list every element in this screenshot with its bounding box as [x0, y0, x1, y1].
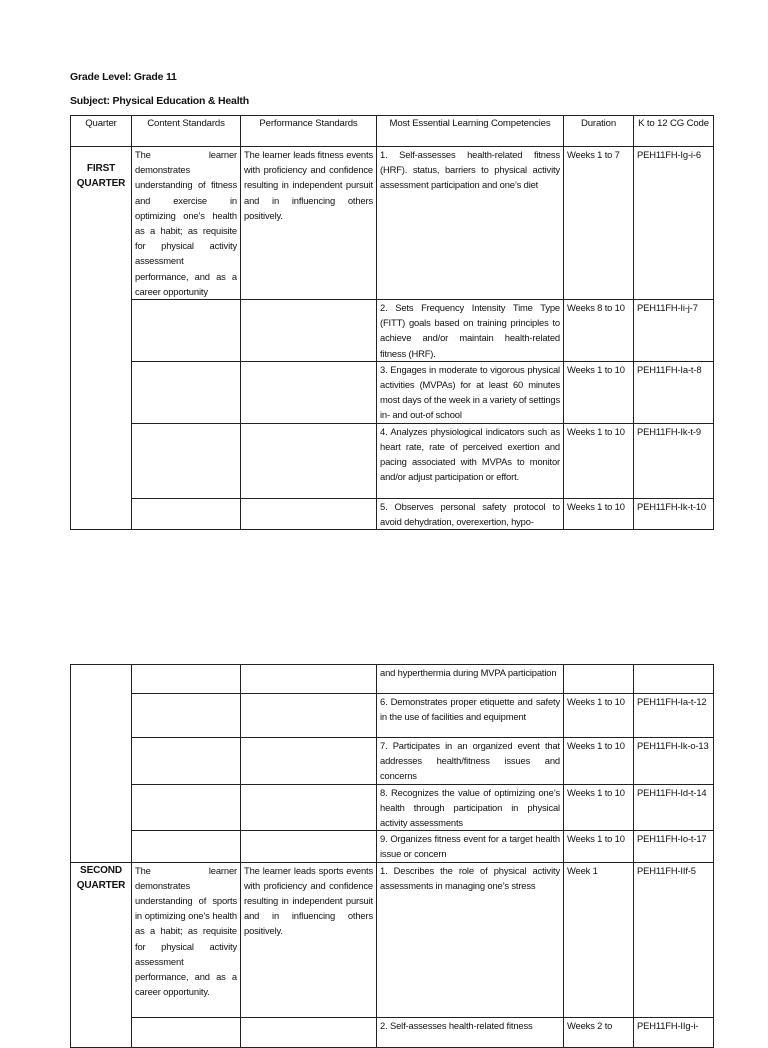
table-row — [71, 147, 714, 300]
content-standard-empty — [132, 300, 241, 362]
performance-standard-empty — [241, 1017, 377, 1047]
performance-standard-empty — [241, 784, 377, 831]
duration — [564, 665, 634, 694]
quarter-label: SECOND QUARTER — [71, 862, 132, 1047]
performance-standard-empty — [241, 361, 377, 423]
content-standard-empty — [132, 831, 241, 862]
header-performance-standards: Performance Standards — [241, 116, 377, 147]
duration: Weeks 1 to 10 — [564, 831, 634, 862]
content-standard-empty — [132, 498, 241, 529]
cg-code: PEH11FH-Ia-t-8 — [634, 361, 714, 423]
duration: Weeks 8 to 10 — [564, 300, 634, 362]
competency: 3. Engages in moderate to vigorous physical activities (MVPAs) for at least 60 minutes most days of the week in a variety of settings in- and out-of school — [377, 361, 564, 423]
subject: Subject: Physical Education & Health — [70, 95, 249, 107]
table-row — [71, 694, 714, 738]
content-standard-empty — [132, 423, 241, 498]
melc-table-page-1 — [70, 115, 714, 530]
cg-code: PEH11FH-Ik-t-9 — [634, 423, 714, 498]
header-content-standards: Content Standards — [132, 116, 241, 147]
cg-code: PEH11FH-Ig-i-6 — [634, 147, 714, 300]
content-standard-empty — [132, 1017, 241, 1047]
grade-level: Grade Level: Grade 11 — [70, 71, 177, 83]
cg-code: PEH11FH-IIf-5 — [634, 862, 714, 1017]
cg-code: PEH11FH-IIg-i- — [634, 1017, 714, 1047]
performance-standard-empty — [241, 423, 377, 498]
table-row — [71, 665, 714, 694]
content-standard-empty — [132, 738, 241, 785]
duration: Weeks 2 to — [564, 1017, 634, 1047]
header-melc: Most Essential Learning Competencies — [377, 116, 564, 147]
quarter-cell-empty — [71, 665, 132, 863]
performance-standard-empty — [241, 738, 377, 785]
competency: 7. Participates in an organized event that addresses health/fitness issues and concerns — [377, 738, 564, 785]
header-row — [71, 116, 714, 147]
table-row — [71, 423, 714, 498]
cg-code: PEH11FH-Id-t-14 — [634, 784, 714, 831]
table-row — [71, 862, 714, 1017]
cg-code: PEH11FH-Io-t-17 — [634, 831, 714, 862]
duration: Weeks 1 to 10 — [564, 694, 634, 738]
content-standard: The learner demonstrates understanding of sports in optimizing one’s health as a habit; as requisite for physical activity assessment performance, and as a career opportunity. — [132, 862, 241, 1017]
table-row — [71, 1017, 714, 1047]
table-row — [71, 361, 714, 423]
content-standard-empty — [132, 694, 241, 738]
competency: 1. Self-assesses health-related fitness (HRF). status, barriers to physical activity assessment participation and one’s diet — [377, 147, 564, 300]
duration: Weeks 1 to 7 — [564, 147, 634, 300]
performance-standard: The learner leads sports events with proficiency and confidence resulting in independent pursuit and in influencing others positively. — [241, 862, 377, 1017]
header-quarter: Quarter — [71, 116, 132, 147]
competency: 8. Recognizes the value of optimizing one’s health through participation in physical activity assessments — [377, 784, 564, 831]
performance-standard-empty — [241, 498, 377, 529]
cg-code: PEH11FH-Ik-o-13 — [634, 738, 714, 785]
table-row — [71, 831, 714, 862]
competency: 1. Describes the role of physical activity assessments in managing one’s stress — [377, 862, 564, 1017]
cg-code: PEH11FH-Ia-t-12 — [634, 694, 714, 738]
competency: 2. Self-assesses health-related fitness — [377, 1017, 564, 1047]
performance-standard-empty — [241, 831, 377, 862]
header-cg-code: K to 12 CG Code — [634, 116, 714, 147]
duration: Weeks 1 to 10 — [564, 784, 634, 831]
duration: Weeks 1 to 10 — [564, 361, 634, 423]
quarter-label: FIRST QUARTER — [71, 147, 132, 530]
content-standard-empty — [132, 665, 241, 694]
competency: 4. Analyzes physiological indicators such as heart rate, rate of perceived exertion and pacing associated with MVPAs to monitor and/or adjust participation or effort. — [377, 423, 564, 498]
duration: Weeks 1 to 10 — [564, 738, 634, 785]
table-row — [71, 784, 714, 831]
competency: 9. Organizes fitness event for a target health issue or concern — [377, 831, 564, 862]
competency: 2. Sets Frequency Intensity Time Type (FITT) goals based on training principles to achieve and/or maintain health-related fitness (HRF). — [377, 300, 564, 362]
duration: Weeks 1 to 10 — [564, 423, 634, 498]
duration: Week 1 — [564, 862, 634, 1017]
competency: 6. Demonstrates proper etiquette and safety in the use of facilities and equipment — [377, 694, 564, 738]
melc-table-page-2 — [70, 664, 714, 1048]
content-standard: The learner demonstrates understanding of fitness and exercise in optimizing one’s health as a habit; as requisite for physical activity assessment performance, and as a career opportunity — [132, 147, 241, 300]
table-row — [71, 738, 714, 785]
performance-standard: The learner leads fitness events with proficiency and confidence resulting in independent pursuit and in influencing others positively. — [241, 147, 377, 300]
header-duration: Duration — [564, 116, 634, 147]
performance-standard-empty — [241, 694, 377, 738]
competency: and hyperthermia during MVPA participation — [377, 665, 564, 694]
cg-code: PEH11FH-Ii-j-7 — [634, 300, 714, 362]
competency: 5. Observes personal safety protocol to avoid dehydration, overexertion, hypo- — [377, 498, 564, 529]
table-row — [71, 300, 714, 362]
performance-standard-empty — [241, 665, 377, 694]
duration: Weeks 1 to 10 — [564, 498, 634, 529]
table-row — [71, 498, 714, 529]
cg-code: PEH11FH-Ik-t-10 — [634, 498, 714, 529]
cg-code — [634, 665, 714, 694]
content-standard-empty — [132, 784, 241, 831]
performance-standard-empty — [241, 300, 377, 362]
content-standard-empty — [132, 361, 241, 423]
